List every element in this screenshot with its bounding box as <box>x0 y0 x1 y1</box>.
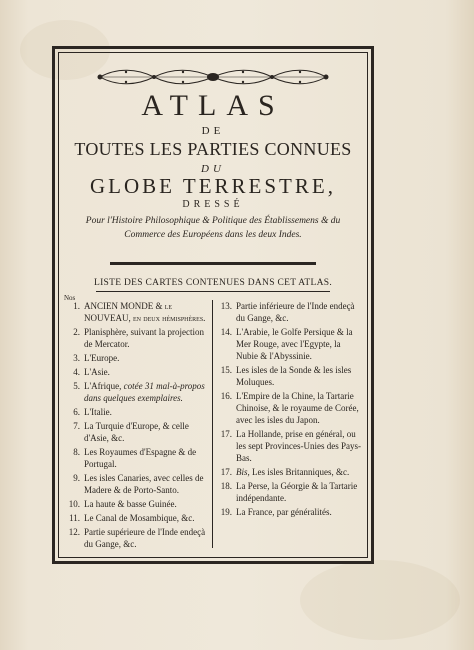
entry-text: Les isles de la Sonde & les isles Moluques. <box>236 365 352 387</box>
list-item <box>64 352 208 364</box>
entry-text: Le Canal de Mosambique, &c. <box>84 513 195 523</box>
list-item <box>216 390 364 426</box>
entry-text: L'Asie. <box>84 367 110 377</box>
entry-number: 6. <box>73 407 80 417</box>
entry-number: 9. <box>73 473 80 483</box>
list-item <box>216 428 364 464</box>
title-toutes: TOUTES LES PARTIES CONNUES <box>74 139 352 159</box>
list-item <box>64 498 208 510</box>
entry-number: 1. <box>73 301 80 311</box>
list-item <box>64 406 208 418</box>
number-label: Nos <box>64 294 76 302</box>
title-subtitle: Pour l'Histoire Philosophique & Politique des Établissemens & du Commerce des Européens dans les deux Indes. <box>85 216 341 240</box>
list-item <box>64 512 208 524</box>
entry-number: 16. <box>220 391 232 401</box>
entry-number: 12. <box>68 527 80 537</box>
list-item <box>64 446 208 470</box>
title-de: DE <box>201 125 225 137</box>
entry-text: La France, par généralités. <box>236 507 332 517</box>
entry-number: 4. <box>73 367 80 377</box>
title-dresse: DRESSÉ <box>182 199 244 210</box>
list-item <box>216 364 364 388</box>
ornamental-garland-icon <box>96 66 330 88</box>
entry-text: Partie supérieure de l'Inde endeçà du Gange, &c. <box>84 527 206 549</box>
entry-number: 17. <box>220 429 232 439</box>
entry-text: L'Europe. <box>84 353 120 363</box>
list-item <box>216 466 364 478</box>
entry-number: 5. <box>73 381 80 391</box>
entry-text: La haute & basse Guinée. <box>84 499 177 509</box>
entry-number: 11. <box>69 513 80 523</box>
entry-text: Partie inférieure de l'Inde endeçà du Gange, &c. <box>236 301 355 323</box>
list-item <box>64 472 208 496</box>
entry-number: 13. <box>220 301 232 311</box>
list-item <box>64 300 208 324</box>
right-column <box>216 300 364 520</box>
entry-text: La Perse, la Géorgie & la Tartarie indépendante. <box>236 481 358 503</box>
entry-number: 3. <box>73 353 80 363</box>
entry-text: L'Afrique, <box>84 381 122 391</box>
title-atlas: ATLAS <box>141 89 285 122</box>
entry-note: cotée 31 mal-à-propos dans quelques exemplaires. <box>84 381 205 403</box>
entry-number: 8. <box>73 447 80 457</box>
list-item <box>216 300 364 324</box>
entry-text: Planisphère, suivant la projection de Mercator. <box>84 327 204 349</box>
entry-text: La Hollande, prise en général, ou les sept Provinces-Unies des Pays-Bas. <box>236 429 361 463</box>
list-item <box>64 380 208 404</box>
title-globe: GLOBE TERRESTRE, <box>90 174 336 198</box>
entry-number: 2. <box>73 327 80 337</box>
entry-text: Les isles Britanniques, &c. <box>252 467 350 477</box>
entry-text: L'Empire de la Chine, la Tartarie Chinoise, & le royaume de Corée, avec les isles du Japon. <box>236 391 359 425</box>
divider-thick <box>110 262 316 265</box>
entry-number: 17. <box>220 467 232 477</box>
entry-number: 19. <box>220 507 232 517</box>
list-item <box>64 366 208 378</box>
paper-stain <box>300 560 460 640</box>
list-item <box>216 326 364 362</box>
list-item <box>216 506 364 518</box>
entry-number: 18. <box>220 481 232 491</box>
list-item <box>64 526 208 550</box>
entry-number: 10. <box>68 499 80 509</box>
entry-text: L'Arabie, le Golfe Persique & la Mer Rouge, avec l'Egypte, la Nubie & l'Abyssinie. <box>236 327 353 361</box>
title-du: DU <box>201 163 225 175</box>
left-column <box>64 300 208 552</box>
entry-text: ANCIEN MONDE & le NOUVEAU, en deux hémisphères. <box>84 301 206 323</box>
entry-text: Les isles Canaries, avec celles de Madere & de Porto-Santo. <box>84 473 204 495</box>
divider-thin <box>96 291 330 292</box>
list-item <box>64 420 208 444</box>
entry-text: Les Royaumes d'Espagne & de Portugal. <box>84 447 197 469</box>
entry-text: L'Italie. <box>84 407 112 417</box>
list-item <box>216 480 364 504</box>
entry-number: 15. <box>220 365 232 375</box>
entry-text: La Turquie d'Europe, & celle d'Asie, &c. <box>84 421 189 443</box>
entry-bis: Bis, <box>236 467 250 477</box>
column-divider <box>212 300 213 548</box>
list-heading: LISTE DES CARTES CONTENUES DANS CET ATLAS. <box>93 278 333 288</box>
entry-number: 7. <box>73 421 80 431</box>
list-item <box>64 326 208 350</box>
entry-number: 14. <box>220 327 232 337</box>
